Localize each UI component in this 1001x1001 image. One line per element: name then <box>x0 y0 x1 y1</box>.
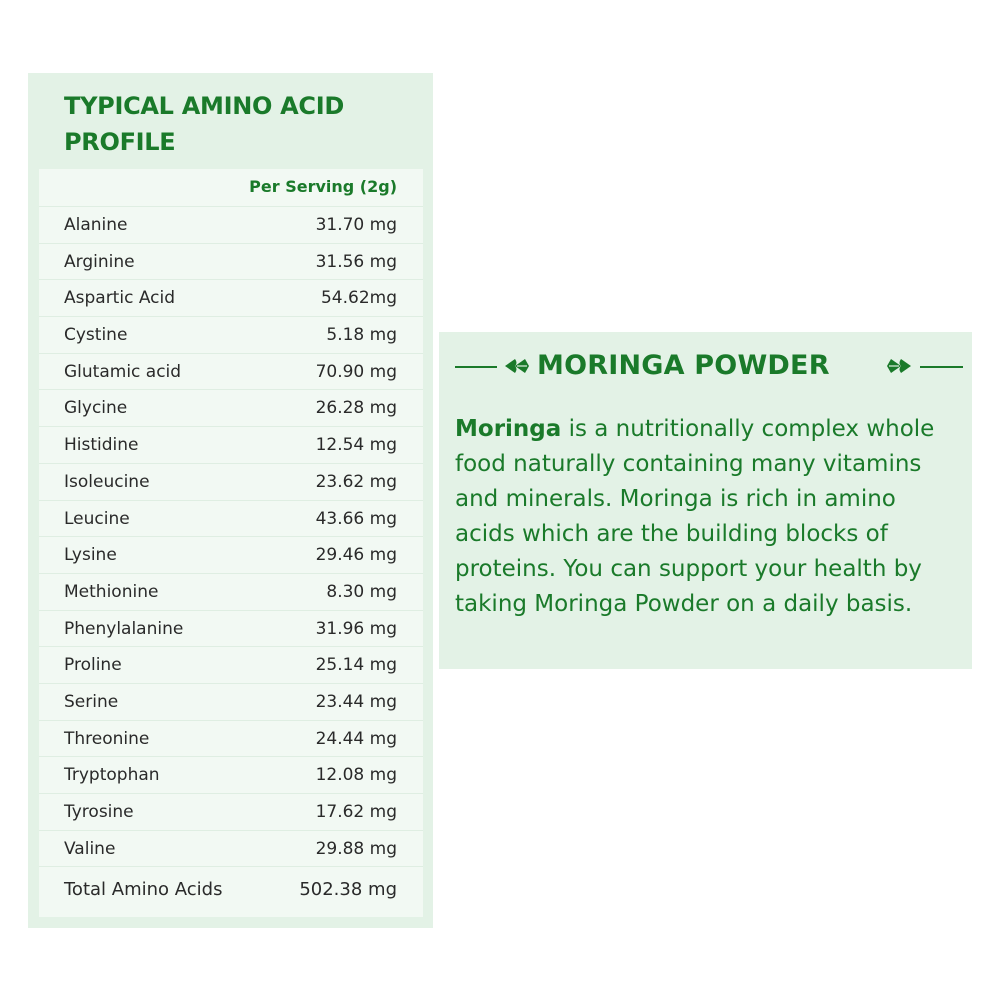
amino-acid-value: 29.88 mg <box>315 838 397 859</box>
amino-acid-value: 29.46 mg <box>315 545 397 566</box>
amino-acid-name: Histidine <box>64 435 139 456</box>
heading-rule-right <box>920 366 963 368</box>
amino-acid-name: Arginine <box>64 251 135 272</box>
column-header-per-serving: Per Serving (2g) <box>249 177 397 196</box>
amino-acid-value: 25.14 mg <box>315 655 397 676</box>
amino-acid-name: Leucine <box>64 508 130 529</box>
table-row <box>39 611 423 648</box>
amino-acid-name: Cystine <box>64 325 128 346</box>
amino-acid-value: 26.28 mg <box>315 398 397 419</box>
amino-acid-table <box>39 169 423 917</box>
amino-acid-profile-card <box>28 73 433 928</box>
amino-acid-name: Serine <box>64 691 119 712</box>
amino-acid-value: 12.54 mg <box>315 435 397 456</box>
heading-rule-left <box>455 366 497 368</box>
amino-acid-value: 5.18 mg <box>326 325 397 346</box>
leaf-arrow-right-icon <box>503 355 531 377</box>
amino-acid-name: Phenylalanine <box>64 618 184 639</box>
table-row <box>39 721 423 758</box>
amino-acid-value: 24.44 mg <box>315 728 397 749</box>
total-row <box>39 867 423 912</box>
table-row <box>39 317 423 354</box>
table-row <box>39 354 423 391</box>
table-row <box>39 390 423 427</box>
amino-acid-value: 17.62 mg <box>315 802 397 822</box>
amino-acid-value: 23.62 mg <box>315 471 397 492</box>
amino-acid-value: 31.56 mg <box>315 251 397 272</box>
amino-acid-value: 12.08 mg <box>315 765 397 786</box>
description-heading <box>453 346 963 386</box>
table-row <box>39 647 423 684</box>
amino-acid-name: Tryptophan <box>64 765 160 786</box>
amino-acid-name: Threonine <box>64 728 150 749</box>
table-row <box>39 280 423 317</box>
amino-acid-value: 23.44 mg <box>315 691 397 712</box>
amino-acid-name: Lysine <box>64 545 117 566</box>
amino-acid-value: 43.66 mg <box>315 508 397 529</box>
amino-acid-name: Isoleucine <box>64 471 150 492</box>
amino-acid-value: 8.30 mg <box>326 581 397 602</box>
table-row <box>39 684 423 721</box>
amino-acid-name: Glutamic acid <box>64 361 182 382</box>
amino-acid-value: 70.90 mg <box>315 361 397 382</box>
table-row <box>39 831 423 868</box>
amino-acid-name: Glycine <box>64 398 128 419</box>
description-heading-text: MORINGA POWDER <box>537 350 830 381</box>
amino-acid-rows <box>39 207 423 867</box>
moringa-description-card <box>439 332 972 669</box>
table-row <box>39 501 423 538</box>
table-row <box>39 464 423 501</box>
amino-profile-title: TYPICAL AMINO ACID PROFILE <box>64 92 344 156</box>
amino-acid-name: Proline <box>64 655 122 676</box>
amino-acid-name: Valine <box>64 838 116 859</box>
amino-acid-value: 31.70 mg <box>315 215 397 235</box>
amino-acid-value: 31.96 mg <box>315 618 397 639</box>
total-label: Total Amino Acids <box>64 879 223 901</box>
table-row <box>39 794 423 831</box>
amino-acid-name: Methionine <box>64 581 159 602</box>
leaf-arrow-left-icon <box>885 355 913 377</box>
amino-acid-name: Tyrosine <box>64 802 134 822</box>
table-row <box>39 757 423 794</box>
description-highlight: Moringa <box>455 416 562 442</box>
amino-acid-value: 54.62mg <box>320 288 397 309</box>
amino-acid-name: Alanine <box>64 215 128 235</box>
amino-acid-name: Aspartic Acid <box>64 288 176 309</box>
table-row <box>39 537 423 574</box>
table-row <box>39 244 423 281</box>
table-row <box>39 427 423 464</box>
description-text: is a nutritionally complex whole food naturally containing many vitamins and minerals. Moringa is rich in amino acids which are the building blocks of proteins. You can support your health by taking Moringa Powder on a daily basis. <box>455 416 935 617</box>
table-row <box>39 207 423 244</box>
table-header-row <box>39 169 423 207</box>
table-row <box>39 574 423 611</box>
total-value: 502.38 mg <box>299 879 397 901</box>
description-body <box>455 412 960 622</box>
